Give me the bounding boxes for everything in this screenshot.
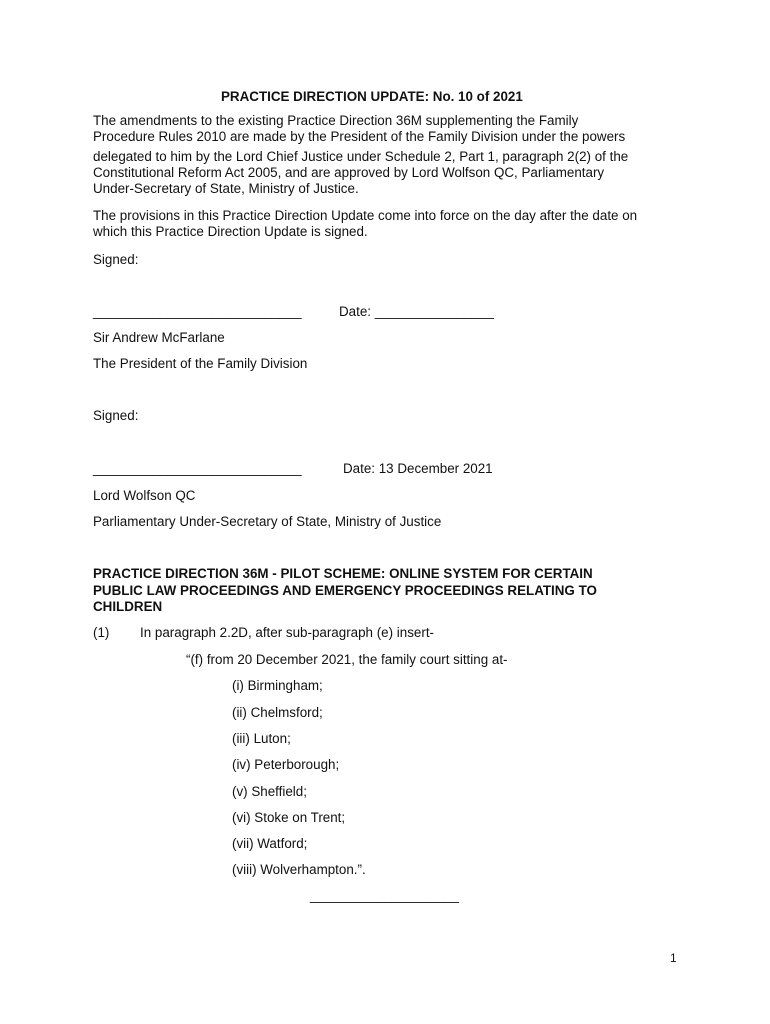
update-title: PRACTICE DIRECTION UPDATE: No. 10 of 2021 xyxy=(221,89,523,104)
provisions-line: The provisions in this Practice Direction Update come into force on the day after the date on xyxy=(93,208,638,223)
signatory-name: Lord Wolfson QC xyxy=(93,488,196,503)
amendment-text: In paragraph 2.2D, after sub-paragraph (e) insert- xyxy=(140,625,435,640)
list-item: (vi) Stoke on Trent; xyxy=(232,810,346,825)
signatory-role: The President of the Family Division xyxy=(93,356,308,371)
list-item: (vii) Watford; xyxy=(232,836,308,851)
list-item: (v) Sheffield; xyxy=(232,784,307,799)
list-item: (i) Birmingham; xyxy=(232,678,323,693)
page-number: 1 xyxy=(670,951,677,965)
signatory-role: Parliamentary Under-Secretary of State, Ministry of Justice xyxy=(93,514,442,529)
pd-heading-line: PRACTICE DIRECTION 36M - PILOT SCHEME: ONLINE SYSTEM FOR CERTAIN xyxy=(93,566,593,581)
intro-line: The amendments to the existing Practice Direction 36M supplementing the Family xyxy=(93,113,579,128)
signed-label: Signed: xyxy=(93,252,139,267)
signatory-name: Sir Andrew McFarlane xyxy=(93,330,225,345)
list-item: (iii) Luton; xyxy=(232,731,291,746)
end-rule: ____________________ xyxy=(310,888,459,903)
provisions-line: which this Practice Direction Update is signed. xyxy=(93,224,368,239)
list-item: (viii) Wolverhampton.”. xyxy=(232,862,366,877)
amendment-number: (1) xyxy=(93,625,110,640)
signature-line: ____________________________ xyxy=(93,304,302,319)
amendment-quote: “(f) from 20 December 2021, the family court sitting at- xyxy=(186,652,508,667)
list-item: (iv) Peterborough; xyxy=(232,757,340,772)
signed-label: Signed: xyxy=(93,408,139,423)
pd-heading-line: CHILDREN xyxy=(93,599,163,614)
pd-heading-line: PUBLIC LAW PROCEEDINGS AND EMERGENCY PROCEEDINGS RELATING TO xyxy=(93,583,597,598)
intro-line: Procedure Rules 2010 are made by the President of the Family Division under the powers xyxy=(93,129,626,144)
list-item: (ii) Chelmsford; xyxy=(232,705,323,720)
date-field: Date: 13 December 2021 xyxy=(343,461,493,476)
signature-line: ____________________________ xyxy=(93,461,302,476)
intro-line: Under-Secretary of State, Ministry of Justice. xyxy=(93,181,359,196)
intro-line: delegated to him by the Lord Chief Justice under Schedule 2, Part 1, paragraph 2(2) of the xyxy=(93,149,629,164)
date-field: Date: ________________ xyxy=(339,304,494,319)
intro-line: Constitutional Reform Act 2005, and are approved by Lord Wolfson QC, Parliamentary xyxy=(93,165,605,180)
